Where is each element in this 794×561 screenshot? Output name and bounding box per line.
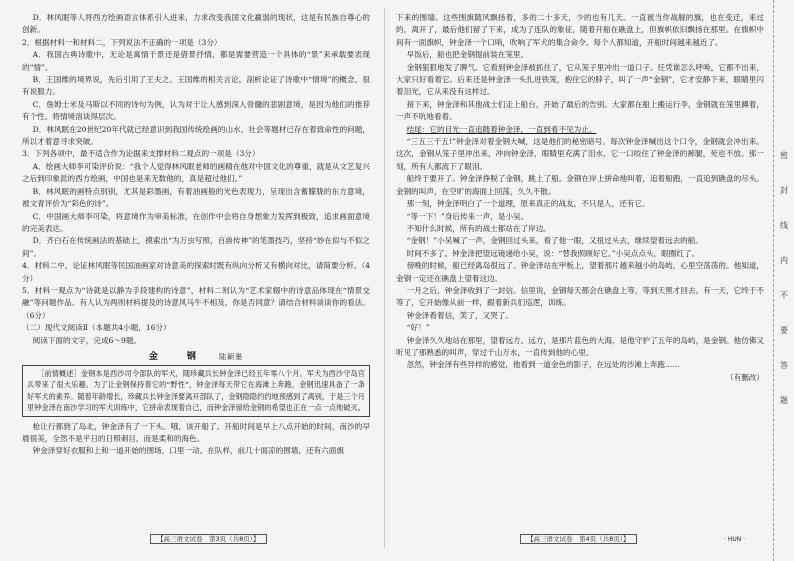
seal-line-strip	[773, 0, 794, 561]
q1-option-d: D．林风眠等人将西方绘画语言体系引入进来，力求改变我国文化羸弱的现状，这是有民族自尊心的创新。	[22, 13, 370, 35]
left-page	[0, 0, 380, 561]
source-note: （有删改）	[726, 372, 764, 382]
story-paragraph: 枪让行都到了岛北，钟金泽有了一下头。哦，该开船了。开船时间是早上八点开始的时间，南沙的早晨很美，全然不是平日的日照刺目，而是柔和的海色。	[22, 421, 370, 443]
story-paragraph: “好！”	[406, 323, 430, 333]
right-footer	[520, 534, 637, 543]
story-paragraph-underlined: 结尾：它的目光一直追随着钟金泽，一直到看不见为止。	[406, 124, 597, 134]
story-paragraph: “等一下！”身后传来一声，是小吴。	[406, 211, 529, 221]
q5: 5．材料一观点为“诗就是以静为手段建构的诗意”，材料二则认为“艺术家辍中的诗意品体现在“情景交融”等问题作品。有人认为两则材料提及的诗意风马牛不相及，你是否同意？请结合材料谈谈你的看法。（6分）	[22, 285, 370, 320]
q2-option-b: B．王国维的境界说，先后引用了王夫之、王国维的相关言论，剖析论证了诗歌中“情境”的概念，很有说服力。	[22, 75, 370, 97]
story-title	[22, 349, 370, 362]
story-paragraph: 船终于要开了。钟金泽挣脱了金钢，跳上了船。金钢在岸上拼命地叫着，追着船跑，一直追到礁盘的尽头。金钢的叫声，在空旷的海面上回荡，久久不散。	[396, 174, 764, 196]
story-paragraph: 钟金泽看着信，笑了，又哭了。	[406, 310, 513, 320]
right-page	[388, 0, 770, 561]
q2-stem: 2．根据材料一和材料二，下列说法不正确的一项是（3分）	[22, 37, 222, 47]
seal-char: 题	[780, 396, 788, 405]
seal-char: 线	[780, 221, 788, 230]
story-author: 陆颖墨	[219, 352, 244, 361]
seal-char: 答	[780, 361, 788, 370]
story-paragraph: 早饭后，船也把金钢提前装在笼里。	[406, 50, 529, 60]
exam-code: · HUN ·	[724, 536, 746, 543]
q2-option-a: A．我国古典诗歌中，无论是寓情于景还是借景抒情，都是需要营造一个具体的“景”来承载要表现的“情”。	[22, 50, 370, 72]
story-paragraph: 时间不多了。钟金泽把望远镜递给小吴，说：“替我照顾好它。”小吴点点头，眼圈红了。	[406, 248, 700, 258]
q3-stem: 3．下列各项中，最不适合作为论据来支撑材料二观点的一项是（3分）	[22, 149, 260, 159]
story-paragraph: 傍晚的时候，船已经离岛很远了。钟金泽站在甲板上，望着那片越来越小的岛屿，心里空荡荡的。他知道，金钢一定还在礁盘上望着这边。	[396, 261, 764, 283]
left-footer	[150, 534, 267, 543]
q4: 4．材料二中，论证林风眠等民国油画家对诗意美的探索时既有纵向分析又有横向对比，请简要分析。（4分）	[22, 261, 370, 283]
q3-option-a: A．绘画大师李可染评价说：“我个人觉得林风眠老师的画精在他对中国文化的尊重，就是从文艺复兴之后到印象派的西方绘画，中国也是来无数他的，真是超过他们。”	[22, 161, 370, 184]
summary-text: ［前情概述］金钢本是西沙司令部队的军犬，随珍藏兵长钟金泽已经五年零八个月。军犬为西沙守岛官兵带来了很大乐趣。为了让金钢保持着它的“野性”，钟金泽每天带它在海滩上奔跑，金钢迅速具备了一条好军犬的素养。随着年龄增长，珍藏兵长钟金泽要离开部队了，金钢隐隐约约地预感到了离别，于是三个月里钟金泽在南沙学习的军犬训练中，它拼命表现着自己，而钟金泽留给金钢的希望也正在一点一点地破灭。	[27, 368, 365, 413]
q2-option-c: C．詹姆士米及马斯以不同的诗句为例，认为对于让人感到深入骨髓的悲剧意境，是因为他们的推荐有个性、将情境溶谈得层次。	[22, 99, 370, 122]
q2-option-d: D．林风眠在20世纪20年代就已经意识到我国传统绘画的山水、社会等题材已存在着致命性的问题，所以才着意寻求突破。	[22, 124, 370, 147]
story-paragraph: 忽然，钟金泽有些异样的感觉，他看到一道金色的影子，在远处的沙滩上奔跑……	[406, 360, 680, 370]
q3-option-d: D．齐白石在传统画法的基础上，摸索出“为万虫写照，百兽传神”的笔墨技巧，坚持“妙在似与不似之间”。	[22, 236, 370, 258]
q3-option-c: C．中国画大师李可染，将意境作为审美标准，在创作中会将自身想象力发挥到极致，追求画面意境的完美表达。	[22, 211, 370, 233]
story-paragraph: 钟金泽穿好衣服和上和一道开始的围场，口里一动。在队样，前几十面凉的围墙，还有六面旗	[32, 446, 344, 456]
seal-char: 要	[780, 326, 788, 335]
q3-option-b: B．林风眠的画特点别别，尤其是彩墨画，有着油画般的光色表现力，呈现出含蓄朦胧的东方意境，被文青评价为“彩色的诗”。	[22, 186, 370, 209]
story-paragraph: 一月之后，钟金泽收到了一封信。信里说，金钢每天都会在礁盘上等，等到天黑才回去。有一天，它终于不等了，它开始像从前一样，跟着新兵们巡逻，训练。	[396, 285, 764, 308]
story-paragraph: 钟金泽久久地站在那里，望着远方。远方，是那片蓝色的大海，是他守护了五年的岛屿，是金钢。他仿佛又听见了那熟悉的叫声，穿过千山万水，一直传到他的心里。	[396, 335, 764, 357]
page-divider	[384, 8, 385, 548]
story-paragraph: 接下来，钟金泽和其他战士们走上船台，开始了最后的告别。大家都在船上搬运行李，金钢就在笼里蹲着，一声不吭地看着。	[396, 99, 764, 122]
story-paragraph: “金钢！”小吴喊了一声，金钢回过头来，看了他一眼，又扭过头去，继续望着远去的船。	[406, 236, 703, 246]
seal-char: 密	[780, 151, 788, 160]
story-paragraph: “三五三干五!”钟金泽对着金钢大喊，这是他们的秘密暗号。每次钟金泽喊出这个口令，金钢就会冲出来。这次，金钢从笼子里冲出来，冲向钟金泽，眼睛里充满了泪水，它一口咬住了钟金泽的裤腿，死也不放。那一刻，所有人都流下了眼泪。	[396, 137, 764, 171]
section-heading: （二）现代文阅读Ⅱ（本题共4小题，16分）	[22, 323, 171, 333]
left-page-number: 【高三语文试卷 第3页（共8页）】	[150, 534, 267, 544]
seal-char: 不	[780, 291, 788, 300]
right-page-number: 【高三语文试卷 第4页（共8页）】	[520, 534, 637, 544]
summary-box	[22, 365, 370, 417]
story-paragraph: 不知什么时候，所有的战士都站在了岸边。	[406, 223, 551, 233]
seal-char: 内	[780, 256, 788, 265]
story-paragraph: 金钢狠狠地发了脾气。它看到钟金泽被抓住了，它从笼子里冲出一道口子。任凭谁怎么呼唤，它都不出来，大家只好看着它。后来还是钟金泽一头扎进铁笼，抱住它的脖子，叫了一声“金钢”，它才安静下来，眼睛里闪着泪光，它从来没有这样过。	[396, 62, 764, 97]
reading-instruction: 阅读下面的文字，完成6～9题。	[32, 335, 142, 345]
seal-char: 封	[780, 186, 788, 195]
story-paragraph: 下来的围墙。这些围旗随风飘扬着，多的二十多天，少的也有几天。一直被当作战舰的旗，也在变迁，来过的，离开了，最后他们留了下来，成为了连队的象征，随着开船在礁盘上，但旗帜依旧飘扬在那里。在旗帜中间有一面旗帜，钟金泽一个口哨，吹响了军犬的集合命令。每个人都知道，开船时间越来越近了。	[396, 13, 764, 47]
story-title-text: 金 钢	[148, 351, 206, 362]
story-paragraph: 那一刻，钟金泽明白了一个道理，原来真正的战友，不只是人，还有它。	[406, 199, 650, 209]
